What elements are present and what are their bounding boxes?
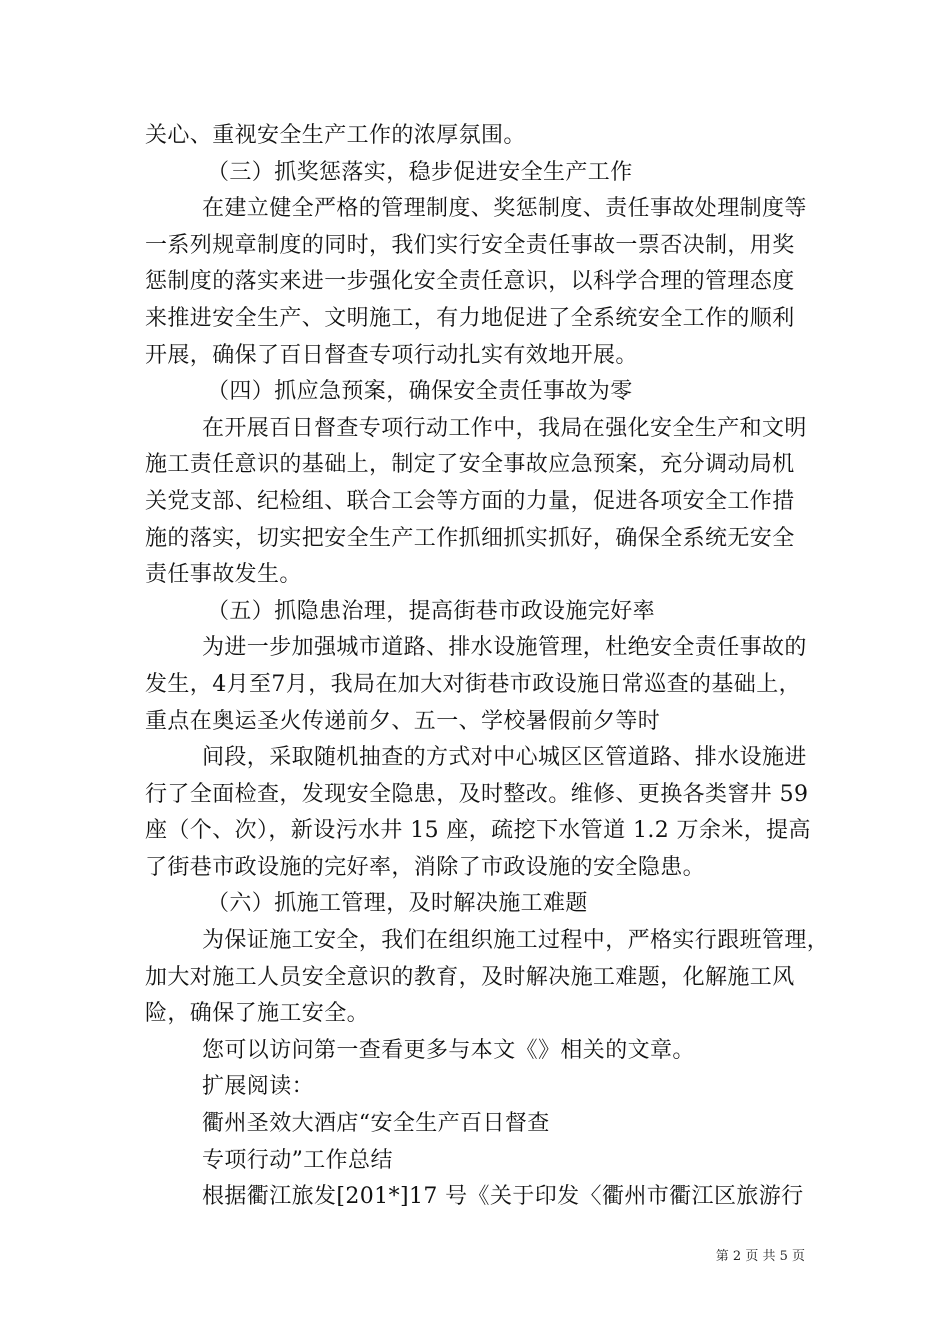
- text-line: 施的落实，切实把安全生产工作抓细抓实抓好，确保全系统无安全: [145, 525, 795, 551]
- text-line: 在建立健全严格的管理制度、奖惩制度、责任事故处理制度等: [202, 196, 807, 222]
- section-heading: （三）抓奖惩落实，稳步促进安全生产工作: [207, 159, 633, 185]
- text-line: 间段，采取随机抽查的方式对中心城区区管道路、排水设施进: [202, 745, 807, 771]
- text-line: 关党支部、纪检组、联合工会等方面的力量，促进各项安全工作措: [145, 488, 795, 514]
- text-line: 重点在奥运圣火传递前夕、五一、学校暑假前夕等时: [145, 708, 661, 734]
- text-line: 一系列规章制度的同时，我们实行安全责任事故一票否决制，用奖: [145, 232, 795, 258]
- section-heading: （五）抓隐患治理，提高街巷市政设施完好率: [207, 598, 656, 624]
- text-line: 责任事故发生。: [145, 562, 302, 588]
- text-line: 座（个、次），新设污水井 15 座，疏挖下水管道 1.2 万余米，提高: [145, 818, 811, 844]
- text-line: 根据衢江旅发[201*]17 号《关于印发〈衢州市衢江区旅游行: [202, 1184, 804, 1210]
- text-line: 了街巷市政设施的完好率，消除了市政设施的安全隐患。: [145, 854, 706, 880]
- text-line: 您可以访问第一查看更多与本文《》相关的文章。: [202, 1037, 695, 1063]
- text-line: 加大对施工人员安全意识的教育，及时解决施工难题，化解施工风: [145, 964, 795, 990]
- page-number: 第 2 页 共 5 页: [715, 1249, 805, 1264]
- text-line: 来推进安全生产、文明施工，有力地促进了全系统安全工作的顺利: [145, 305, 795, 331]
- text-line: 衢州圣效大酒店“安全生产百日督查: [202, 1111, 550, 1137]
- text-line: 在开展百日督查专项行动工作中，我局在强化安全生产和文明: [202, 415, 807, 441]
- text-line: 险，确保了施工安全。: [145, 1001, 370, 1027]
- text-line: 惩制度的落实来进一步强化安全责任意识，以科学合理的管理态度: [145, 269, 795, 295]
- section-heading: （六）抓施工管理，及时解决施工难题: [207, 891, 588, 917]
- text-line: 为保证施工安全，我们在组织施工过程中，严格实行跟班管理，: [202, 928, 830, 954]
- text-line: 行了全面检查，发现安全隐患，及时整改。维修、更换各类窨井 59: [145, 781, 809, 807]
- text-line: 扩展阅读：: [202, 1074, 315, 1100]
- text-line: 施工责任意识的基础上，制定了安全事故应急预案，充分调动局机: [145, 452, 795, 478]
- section-heading: （四）抓应急预案，确保安全责任事故为零: [207, 379, 633, 405]
- document-body: [145, 118, 830, 1216]
- text-line: 为进一步加强城市道路、排水设施管理，杜绝安全责任事故的: [202, 635, 807, 661]
- text-line: 关心、重视安全生产工作的浓厚氛围。: [145, 123, 526, 148]
- text-line: 发生，4月至7月，我局在加大对街巷市政设施日常巡查的基础上，: [145, 671, 801, 697]
- text-line: 开展，确保了百日督查专项行动扎实有效地开展。: [145, 342, 638, 368]
- text-line: 专项行动”工作总结: [202, 1147, 393, 1173]
